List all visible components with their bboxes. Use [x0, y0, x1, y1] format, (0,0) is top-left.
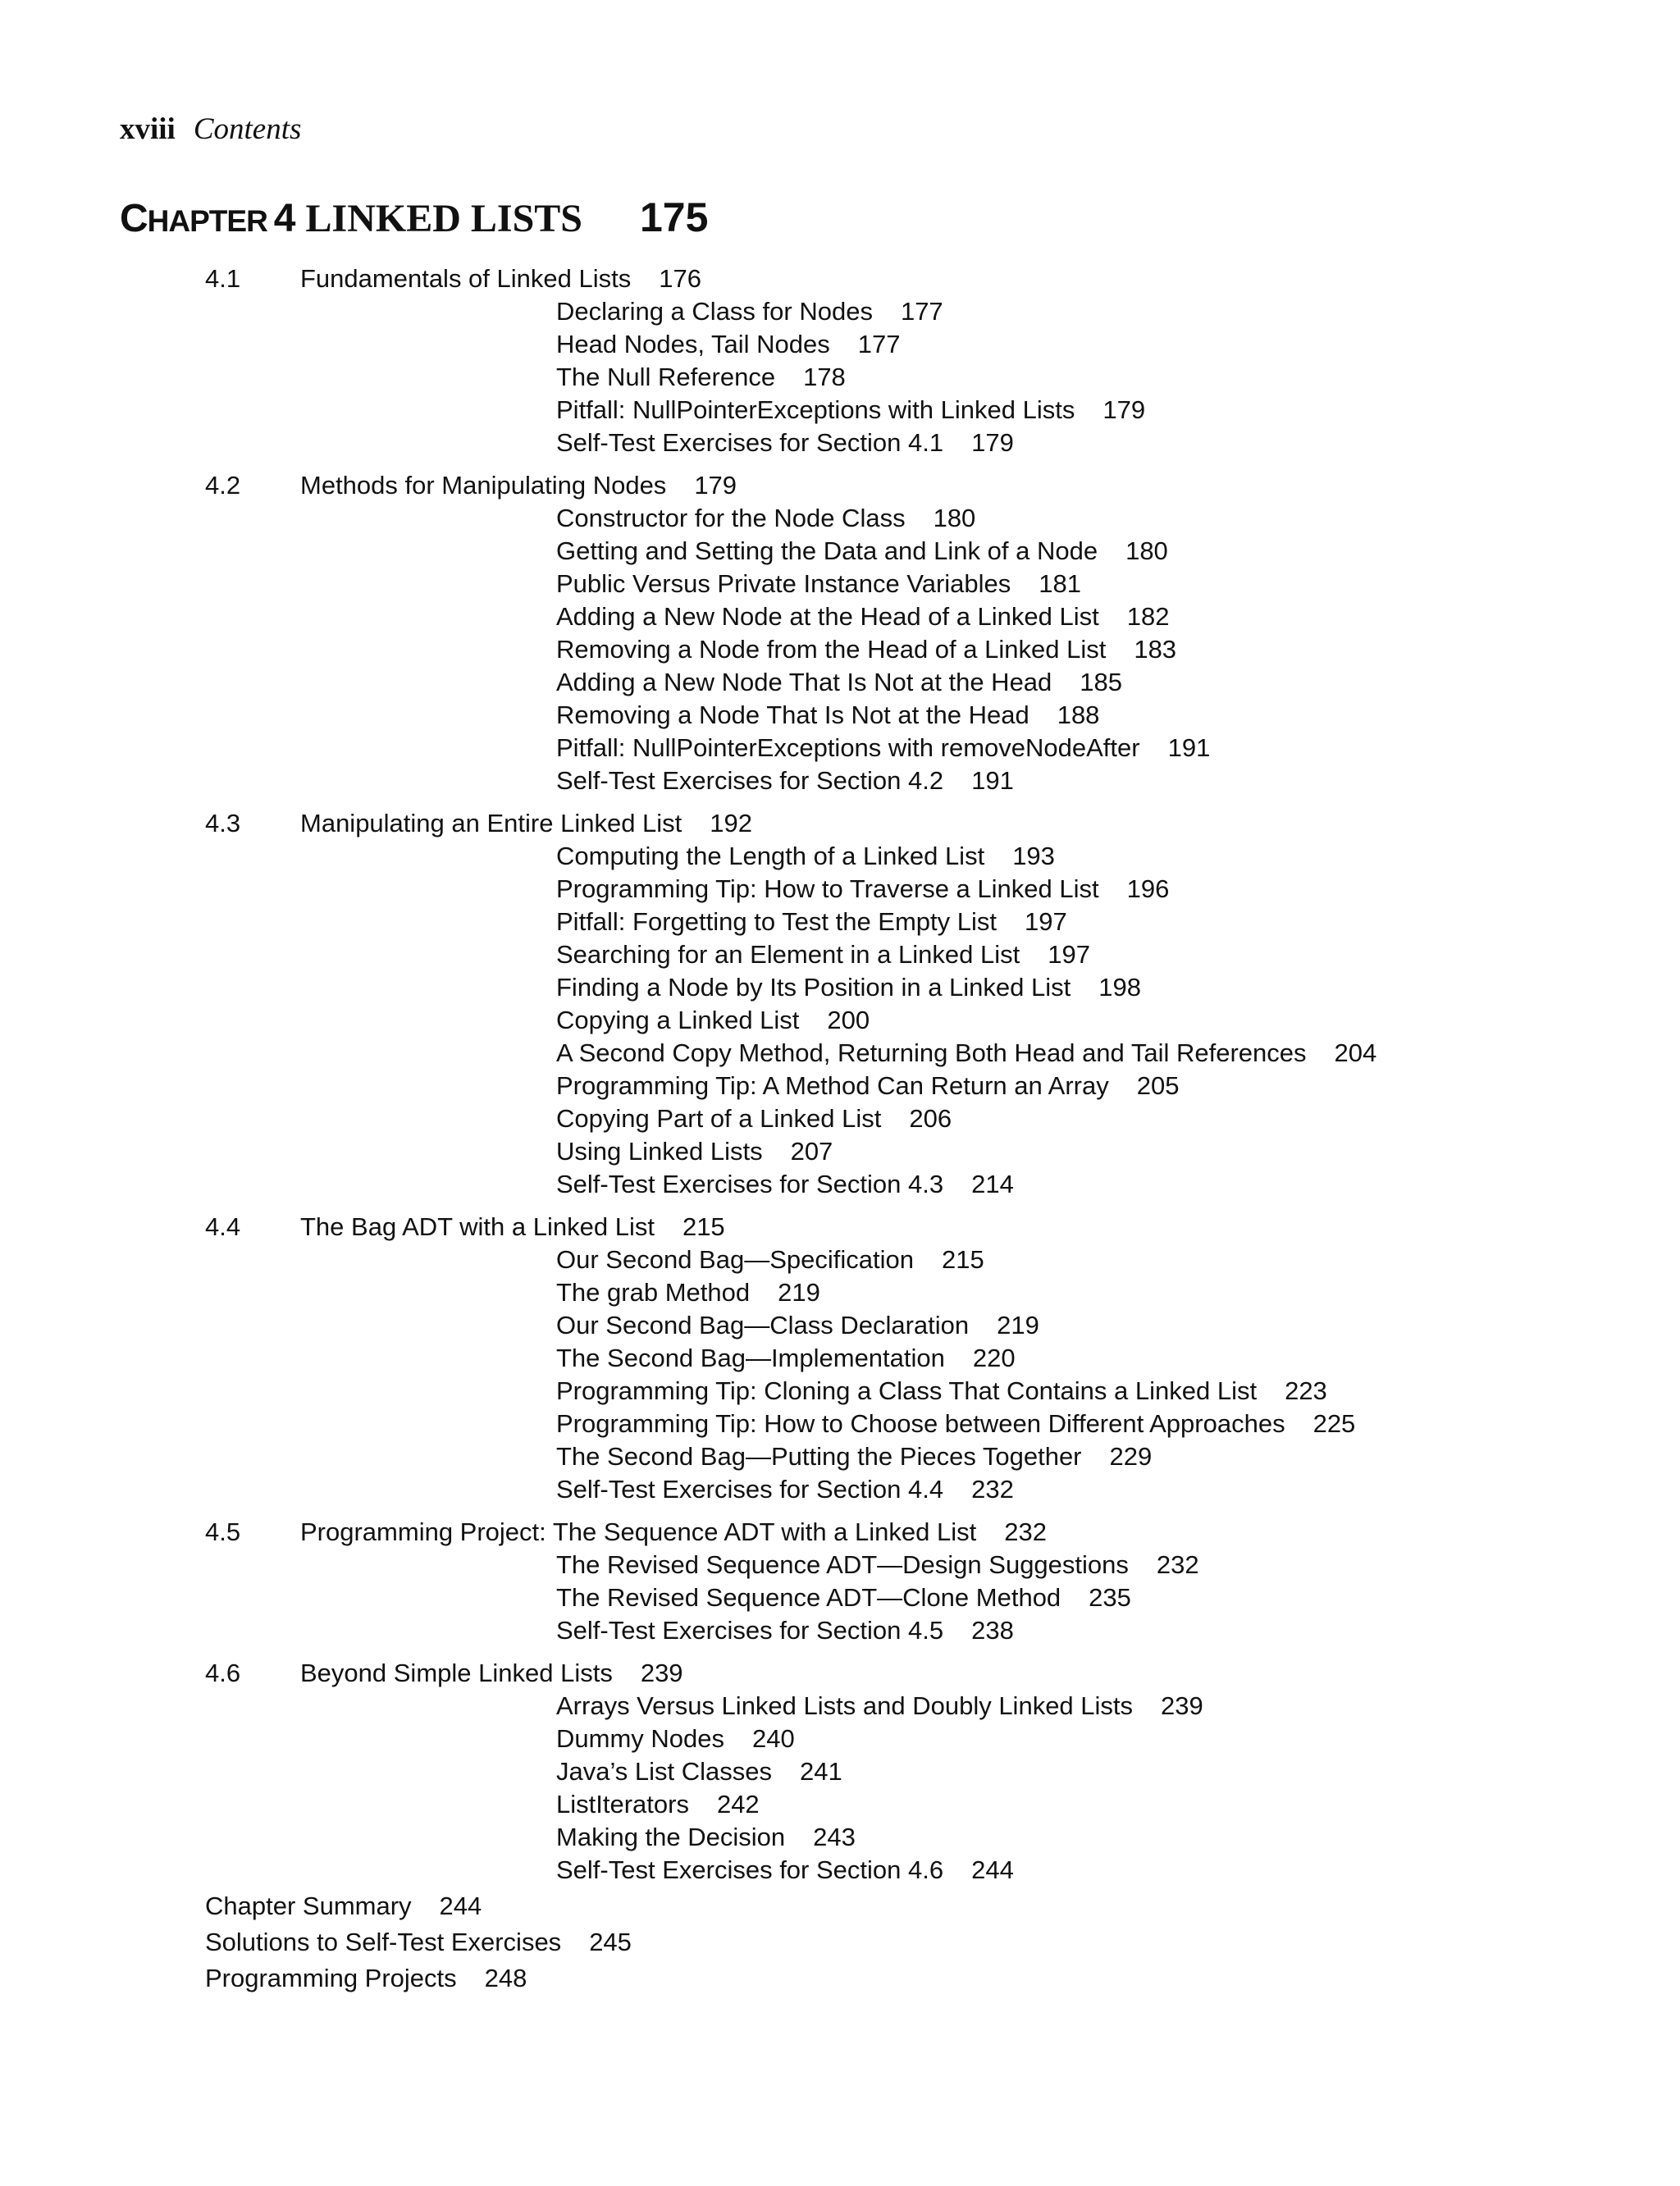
section-number: 4.6	[205, 1659, 241, 1687]
section-title: Methods for Manipulating Nodes	[300, 471, 667, 500]
section-title-wrap	[300, 469, 737, 502]
entry-page: 232	[971, 1475, 1014, 1504]
section-number: 4.5	[205, 1517, 241, 1546]
end-matter-title: Chapter Summary	[205, 1892, 412, 1920]
entry-page: 206	[909, 1104, 952, 1133]
chapter-number: 4	[273, 197, 296, 240]
toc-entry-row	[0, 1473, 1680, 1506]
entry-page: 207	[790, 1137, 833, 1166]
chapter-label: CHAPTER	[120, 197, 267, 240]
entry-title: Self-Test Exercises for Section 4.1	[556, 428, 944, 457]
entry-title: Copying Part of a Linked List	[556, 1104, 882, 1133]
entry-page: 191	[971, 766, 1014, 795]
entry-page: 215	[941, 1245, 984, 1274]
entry-title-wrap	[556, 427, 1014, 459]
section-title: Fundamentals of Linked Lists	[300, 264, 632, 293]
entry-title: Using Linked Lists	[556, 1137, 763, 1166]
entry-title-wrap	[556, 1549, 1199, 1581]
entry-page: 204	[1334, 1038, 1377, 1067]
chapter-title: LINKED LISTS	[305, 197, 582, 240]
entry-title: Pitfall: NullPointerExceptions with removeNodeAfter	[556, 733, 1140, 762]
entry-title-wrap	[556, 394, 1145, 427]
entry-title-wrap	[556, 295, 943, 328]
toc-entry-row	[0, 328, 1680, 361]
entry-title: ListIterators	[556, 1790, 689, 1819]
toc-section-row	[0, 807, 1680, 840]
entry-title: Finding a Node by Its Position in a Linked List	[556, 973, 1071, 1002]
entry-title-wrap	[556, 938, 1090, 971]
section-number: 4.1	[205, 264, 241, 293]
entry-title-wrap	[556, 1854, 1014, 1887]
entry-page: 219	[778, 1278, 820, 1307]
entry-page: 196	[1126, 874, 1170, 903]
end-matter-title: Solutions to Self-Test Exercises	[205, 1928, 562, 1956]
entry-title-wrap	[556, 328, 900, 361]
entry-page: 177	[857, 330, 901, 358]
entry-title-wrap	[556, 1276, 820, 1309]
entry-title-wrap	[556, 1168, 1014, 1201]
table-of-contents	[0, 262, 1680, 1997]
toc-entry-row	[0, 840, 1680, 873]
toc-entry-row	[0, 502, 1680, 535]
entry-title-wrap	[556, 1070, 1179, 1102]
toc-section-row	[0, 1211, 1680, 1244]
entry-title: Self-Test Exercises for Section 4.3	[556, 1170, 944, 1198]
section-title: Programming Project: The Sequence ADT with a Linked List	[300, 1517, 977, 1546]
entry-title: The grab Method	[556, 1278, 751, 1307]
entry-title: Pitfall: NullPointerExceptions with Linked Lists	[556, 395, 1075, 424]
end-matter-page: 244	[439, 1892, 482, 1920]
toc-entry-row	[0, 600, 1680, 633]
entry-title-wrap	[556, 633, 1176, 666]
entry-title: Our Second Bag—Class Declaration	[556, 1311, 970, 1339]
entry-title-wrap	[556, 1244, 984, 1276]
entry-page: 223	[1285, 1376, 1327, 1405]
entry-title: The Revised Sequence ADT—Design Suggestions	[556, 1550, 1129, 1579]
toc-entry-row	[0, 1549, 1680, 1581]
entry-page: 225	[1312, 1409, 1356, 1438]
entry-page: 205	[1136, 1071, 1180, 1100]
entry-page: 191	[1167, 733, 1211, 762]
entry-title: Constructor for the Node Class	[556, 504, 906, 532]
entry-title-wrap	[556, 1723, 795, 1755]
toc-entry-row	[0, 1309, 1680, 1342]
section-title: The Bag ADT with a Linked List	[300, 1212, 655, 1241]
entry-title-wrap	[556, 1004, 870, 1037]
entry-title-wrap	[556, 1581, 1131, 1614]
entry-title-wrap	[556, 1135, 833, 1168]
toc-entry-row	[0, 295, 1680, 328]
chapter-page: 175	[639, 194, 709, 240]
toc-entry-row	[0, 1821, 1680, 1854]
section-title-wrap	[300, 1211, 725, 1244]
entry-title-wrap	[556, 502, 975, 535]
toc-entry-row	[0, 427, 1680, 459]
entry-page: 179	[1102, 395, 1146, 424]
toc-entry-row	[0, 633, 1680, 666]
entry-page: 180	[1125, 536, 1168, 565]
entry-title-wrap	[556, 873, 1169, 906]
entry-page: 180	[933, 504, 976, 532]
entry-page: 177	[900, 297, 943, 326]
toc-entry-row	[0, 1440, 1680, 1473]
entry-title: A Second Copy Method, Returning Both Head and Tail References	[556, 1038, 1307, 1067]
toc-end-matter-row	[0, 1888, 1680, 1924]
toc-entry-row	[0, 1408, 1680, 1440]
toc-entry-row	[0, 1276, 1680, 1309]
entry-page: 198	[1098, 973, 1141, 1002]
entry-title-wrap	[556, 535, 1168, 568]
toc-entry-row	[0, 666, 1680, 699]
toc-entry-row	[0, 361, 1680, 394]
end-matter-title: Programming Projects	[205, 1964, 457, 1992]
end-matter-page: 245	[589, 1928, 632, 1956]
toc-section-row	[0, 1516, 1680, 1549]
section-page: 176	[659, 264, 701, 293]
entry-title-wrap	[556, 1690, 1203, 1723]
entry-title: Java’s List Classes	[556, 1757, 773, 1786]
toc-entry-row	[0, 1581, 1680, 1614]
entry-title-wrap	[556, 840, 1055, 873]
entry-title: Adding a New Node That Is Not at the Head	[556, 668, 1052, 696]
entry-page: 193	[1012, 842, 1055, 870]
entry-title-wrap	[556, 1473, 1014, 1506]
toc-entry-row	[0, 1690, 1680, 1723]
section-page: 192	[710, 809, 753, 837]
entry-title-wrap	[556, 1821, 856, 1854]
toc-entry-row	[0, 1004, 1680, 1037]
toc-entry-row	[0, 873, 1680, 906]
entry-page: 219	[997, 1311, 1039, 1339]
section-title-wrap	[300, 1516, 1047, 1549]
entry-title-wrap	[556, 666, 1122, 699]
toc-entry-row	[0, 764, 1680, 797]
toc-entry-row	[0, 906, 1680, 938]
toc-entry-row	[0, 1102, 1680, 1135]
entry-title-wrap	[556, 971, 1141, 1004]
entry-title: Programming Tip: Cloning a Class That Contains a Linked List	[556, 1376, 1258, 1405]
toc-entry-row	[0, 394, 1680, 427]
entry-page: 179	[971, 428, 1014, 457]
toc-entry-row	[0, 1244, 1680, 1276]
entry-page: 241	[800, 1757, 842, 1786]
entry-title-wrap	[556, 699, 1099, 732]
section-page: 179	[694, 471, 737, 500]
toc-entry-row	[0, 1342, 1680, 1375]
toc-section-row	[0, 1657, 1680, 1690]
toc-entry-row	[0, 568, 1680, 600]
entry-title-wrap	[556, 1440, 1152, 1473]
toc-entry-row	[0, 732, 1680, 764]
entry-title: Our Second Bag—Specification	[556, 1245, 914, 1274]
end-matter-title-wrap	[205, 1960, 527, 1997]
section-title: Manipulating an Entire Linked List	[300, 809, 682, 837]
entry-title-wrap	[556, 1342, 1016, 1375]
entry-page: 243	[813, 1823, 856, 1851]
entry-title-wrap	[556, 1037, 1376, 1070]
entry-title: Self-Test Exercises for Section 4.2	[556, 766, 944, 795]
section-number: 4.2	[205, 471, 241, 500]
entry-title: The Second Bag—Putting the Pieces Together	[556, 1442, 1082, 1471]
entry-title-wrap	[556, 732, 1210, 764]
entry-title: Declaring a Class for Nodes	[556, 297, 873, 326]
entry-title: Programming Tip: A Method Can Return an Array	[556, 1071, 1109, 1100]
entry-page: 200	[827, 1006, 870, 1034]
toc-entry-row	[0, 1614, 1680, 1647]
section-page: 239	[640, 1659, 683, 1687]
entry-page: 197	[1025, 907, 1067, 936]
entry-title: Removing a Node from the Head of a Linked List	[556, 635, 1107, 664]
section-page: 215	[682, 1212, 725, 1241]
entry-page: 178	[803, 363, 846, 391]
running-head-title: Contents	[193, 112, 302, 146]
toc-entry-row	[0, 1755, 1680, 1788]
entry-title: Self-Test Exercises for Section 4.6	[556, 1855, 944, 1884]
toc-entry-row	[0, 1037, 1680, 1070]
entry-page: 183	[1134, 635, 1177, 664]
page-folio: xviii	[120, 112, 176, 146]
toc-entry-row	[0, 699, 1680, 732]
toc-entry-row	[0, 1723, 1680, 1755]
entry-page: 242	[716, 1790, 760, 1819]
entry-title-wrap	[556, 1309, 1039, 1342]
entry-title: The Second Bag—Implementation	[556, 1344, 945, 1372]
section-title-wrap	[300, 1657, 683, 1690]
entry-page: 238	[971, 1616, 1014, 1645]
entry-title: Programming Tip: How to Choose between Different Approaches	[556, 1409, 1285, 1438]
entry-page: 232	[1156, 1550, 1199, 1579]
end-matter-page: 248	[484, 1964, 527, 1992]
entry-page: 229	[1109, 1442, 1153, 1471]
entry-title: Self-Test Exercises for Section 4.5	[556, 1616, 944, 1645]
entry-title-wrap	[556, 568, 1081, 600]
entry-title: Head Nodes, Tail Nodes	[556, 330, 830, 358]
entry-page: 182	[1126, 602, 1170, 631]
entry-title: The Null Reference	[556, 363, 776, 391]
entry-title-wrap	[556, 1408, 1355, 1440]
running-head	[120, 112, 301, 147]
entry-title-wrap	[556, 906, 1067, 938]
entry-page: 235	[1089, 1583, 1131, 1612]
entry-title: Copying a Linked List	[556, 1006, 800, 1034]
entry-title-wrap	[556, 600, 1170, 633]
toc-section-row	[0, 262, 1680, 295]
toc-entry-row	[0, 1135, 1680, 1168]
entry-title: Arrays Versus Linked Lists and Doubly Linked Lists	[556, 1691, 1134, 1720]
entry-page: 214	[971, 1170, 1014, 1198]
toc-entry-row	[0, 1375, 1680, 1408]
entry-title: Computing the Length of a Linked List	[556, 842, 985, 870]
toc-entry-row	[0, 1168, 1680, 1201]
section-title: Beyond Simple Linked Lists	[300, 1659, 613, 1687]
entry-title: Public Versus Private Instance Variables	[556, 569, 1011, 598]
section-title-wrap	[300, 262, 701, 295]
entry-title: The Revised Sequence ADT—Clone Method	[556, 1583, 1061, 1612]
toc-end-matter-row	[0, 1960, 1680, 1997]
entry-title-wrap	[556, 1755, 842, 1788]
entry-title-wrap	[556, 1102, 952, 1135]
chapter-heading	[120, 194, 708, 241]
end-matter-title-wrap	[205, 1888, 482, 1924]
entry-title-wrap	[556, 764, 1014, 797]
entry-page: 197	[1048, 940, 1090, 969]
entry-title: Making the Decision	[556, 1823, 786, 1851]
entry-title: Dummy Nodes	[556, 1724, 724, 1753]
toc-entry-row	[0, 1070, 1680, 1102]
section-page: 232	[1004, 1517, 1047, 1546]
entry-page: 240	[752, 1724, 795, 1753]
entry-title: Programming Tip: How to Traverse a Linked List	[556, 874, 1099, 903]
entry-title: Adding a New Node at the Head of a Linked List	[556, 602, 1099, 631]
toc-entry-row	[0, 1788, 1680, 1821]
entry-title-wrap	[556, 361, 846, 394]
entry-title: Getting and Setting the Data and Link of a Node	[556, 536, 1098, 565]
section-number: 4.3	[205, 809, 241, 837]
entry-page: 239	[1161, 1691, 1203, 1720]
entry-title: Removing a Node That Is Not at the Head	[556, 701, 1029, 729]
section-number: 4.4	[205, 1212, 241, 1241]
toc-entry-row	[0, 1854, 1680, 1887]
entry-page: 188	[1057, 701, 1100, 729]
toc-entry-row	[0, 938, 1680, 971]
toc-end-matter-row	[0, 1924, 1680, 1960]
entry-title-wrap	[556, 1788, 760, 1821]
entry-title-wrap	[556, 1375, 1327, 1408]
entry-title-wrap	[556, 1614, 1014, 1647]
entry-page: 244	[971, 1855, 1014, 1884]
entry-title: Searching for an Element in a Linked List	[556, 940, 1020, 969]
entry-title: Self-Test Exercises for Section 4.4	[556, 1475, 944, 1504]
entry-page: 185	[1080, 668, 1123, 696]
end-matter-title-wrap	[205, 1924, 632, 1960]
toc-section-row	[0, 469, 1680, 502]
entry-page: 181	[1039, 569, 1081, 598]
entry-title: Pitfall: Forgetting to Test the Empty List	[556, 907, 998, 936]
toc-entry-row	[0, 535, 1680, 568]
entry-page: 220	[972, 1344, 1016, 1372]
section-title-wrap	[300, 807, 752, 840]
toc-entry-row	[0, 971, 1680, 1004]
